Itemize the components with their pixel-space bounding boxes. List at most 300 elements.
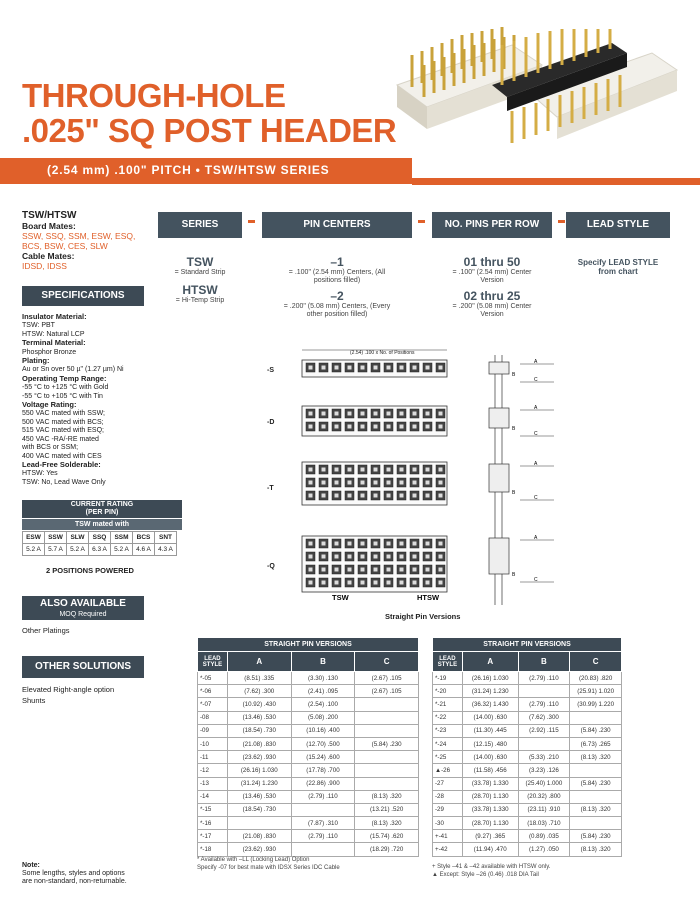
- dimension-cell: (17.78) .700: [291, 764, 355, 777]
- pin-center: [374, 366, 378, 370]
- dimension-cell: [570, 790, 622, 803]
- pin-center: [439, 481, 443, 485]
- pin-center: [335, 555, 339, 559]
- dimension-cell: (26.16) 1.030: [227, 764, 291, 777]
- pin-center: [439, 581, 443, 585]
- pins-per-row-option-1[interactable]: 01 thru 50: [463, 255, 521, 269]
- table-row: [198, 764, 419, 777]
- lead-style-cell: *-22: [433, 711, 463, 724]
- dimension-cell: (30.99) 1.220: [570, 698, 622, 711]
- pin-center: [361, 468, 365, 472]
- dimension-cell: (18.29) .720: [355, 843, 419, 856]
- page-title-line1: THROUGH-HOLE: [22, 77, 286, 114]
- pin-center: [348, 581, 352, 585]
- table-row: [198, 777, 419, 790]
- pin-center: [309, 366, 313, 370]
- spec-label: Insulator Material:: [22, 312, 87, 321]
- table-row: [433, 698, 622, 711]
- pin-center: [335, 468, 339, 472]
- spec-line: [22, 436, 172, 444]
- row-label-q: -Q: [267, 563, 275, 570]
- pin-center: [361, 581, 365, 585]
- row-label-s: -S: [267, 367, 274, 374]
- pin-center: [322, 412, 326, 416]
- dimension-cell: (2.79) .110: [291, 790, 355, 803]
- dimension-cell: [227, 817, 291, 830]
- pin-center: [348, 542, 352, 546]
- pin-configuration-diagram: [262, 340, 562, 610]
- dimension-cell: (25.40) 1.000: [518, 777, 570, 790]
- dimension-cell: (3.30) .130: [291, 672, 355, 685]
- cable-mates-label: Cable Mates:: [22, 251, 75, 261]
- dimension-cell: [518, 737, 570, 750]
- pin-center: [374, 581, 378, 585]
- dimension-cell: (11.94) .470: [462, 843, 518, 856]
- dimension-cell: (14.00) .630: [462, 711, 518, 724]
- dimension-cell: (13.46) .530: [227, 790, 291, 803]
- right-table-note-2: ▲ Except: Style –26 (0.46) .018 DIA Tail: [432, 872, 539, 878]
- pin-center: [387, 494, 391, 498]
- lead-style-cell: *-19: [433, 672, 463, 685]
- lead-style-cell: *-23: [433, 724, 463, 737]
- pin-centers-option-2-desc: = .200" (5.08 mm) Centers, (Every other position filled): [283, 303, 391, 318]
- pin-center: [348, 425, 352, 429]
- lead-style-cell: *-20: [433, 685, 463, 698]
- board-mates-list[interactable]: SSW, SSQ, SSM, ESW, ESQ, BCS, BSW, CES, SLW: [22, 231, 136, 251]
- pin-center: [387, 412, 391, 416]
- table-row: [198, 698, 419, 711]
- dimension-cell: (7.62) .300: [227, 685, 291, 698]
- other-solutions-list: [22, 684, 114, 706]
- dimension-cell: (5.84) .230: [570, 830, 622, 843]
- current-rating-mate-header: SLW: [67, 532, 89, 544]
- dimension-cell: (15.24) .600: [291, 751, 355, 764]
- column-header: LEAD STYLE: [198, 652, 228, 672]
- table-row: [198, 830, 419, 843]
- pin-center: [426, 366, 430, 370]
- pin-center: [322, 468, 326, 472]
- dimension-cell: (13.46) .530: [227, 711, 291, 724]
- spec-value: 500 VAC mated with BCS;: [22, 418, 104, 426]
- pin-center: [309, 412, 313, 416]
- side-view-insulator: [489, 408, 509, 428]
- straight-pin-table-right: [432, 637, 622, 857]
- dimension-cell: (23.62) .930: [227, 751, 291, 764]
- dimension-cell: (12.15) .480: [462, 737, 518, 750]
- dimension-letter: A: [534, 359, 538, 365]
- lead-style-cell: *-24: [433, 737, 463, 750]
- lead-style-cell: +-41: [433, 830, 463, 843]
- pin-center: [439, 494, 443, 498]
- pin-center: [335, 542, 339, 546]
- pin-center: [387, 581, 391, 585]
- diagram-caption: Straight Pin Versions: [385, 612, 461, 621]
- board-mates-label: Board Mates:: [22, 221, 76, 231]
- spec-value: -55 °C to +105 °C with Tin: [22, 392, 103, 400]
- pin-center: [322, 425, 326, 429]
- pin-center: [309, 581, 313, 585]
- series-options: [158, 255, 242, 305]
- spec-value: 400 VAC mated with CES: [22, 452, 102, 460]
- footnote-label: Note:: [22, 862, 40, 869]
- lead-style-cell: *-25: [433, 751, 463, 764]
- spec-value: -55 °C to +125 °C with Gold: [22, 384, 109, 392]
- pin-center: [309, 425, 313, 429]
- dimension-cell: (18.54) .730: [227, 803, 291, 816]
- side-view-insulator: [489, 538, 509, 574]
- spec-line: [22, 357, 172, 366]
- lead-style-cell: *-15: [198, 803, 228, 816]
- dimension-cell: [355, 751, 419, 764]
- series-option-tsw[interactable]: TSW: [186, 255, 214, 269]
- also-available-items: Other Platings: [22, 626, 70, 635]
- pin-center: [309, 568, 313, 572]
- current-rating-mate-header: SSM: [111, 532, 133, 544]
- table-row: [433, 790, 622, 803]
- pin-center: [309, 481, 313, 485]
- dimension-cell: (5.84) .230: [355, 737, 419, 750]
- lead-style-cell: ▲-26: [433, 764, 463, 777]
- tsw-mated-with-label: TSW mated with: [22, 519, 182, 530]
- pin-center: [439, 425, 443, 429]
- dimension-cell: (33.78) 1.330: [462, 803, 518, 816]
- dimension-cell: (28.70) 1.130: [462, 817, 518, 830]
- dimension-cell: (2.79) .110: [518, 698, 570, 711]
- dimension-letter: B: [512, 372, 516, 378]
- dimension-cell: (5.84) .230: [570, 777, 622, 790]
- row-label-t: -T: [267, 485, 274, 492]
- column-header: A: [462, 652, 518, 672]
- dimension-cell: (11.30) .445: [462, 724, 518, 737]
- table-title: STRAIGHT PIN VERSIONS: [433, 638, 622, 652]
- current-rating-table: [22, 531, 177, 556]
- table-row: [198, 711, 419, 724]
- pin-center: [322, 542, 326, 546]
- spec-line: [22, 410, 172, 418]
- row-label-d: -D: [267, 419, 275, 426]
- pin-center: [439, 366, 443, 370]
- pin-center: [400, 494, 404, 498]
- footnote: [22, 862, 132, 886]
- pin-center: [400, 425, 404, 429]
- spec-line: [22, 479, 172, 487]
- htsw-label: HTSW: [417, 593, 440, 602]
- other-solution-item[interactable]: Shunts: [22, 696, 46, 705]
- table-row: [433, 817, 622, 830]
- pin-center: [335, 494, 339, 498]
- pin-center: [387, 568, 391, 572]
- pin-center: [335, 412, 339, 416]
- dimension-cell: (5.33) .210: [518, 751, 570, 764]
- table-row: [198, 685, 419, 698]
- dimension-letter: A: [534, 461, 538, 467]
- pin-center: [400, 581, 404, 585]
- spec-value: TSW: No, Lead Wave Only: [22, 478, 106, 486]
- pin-center: [335, 425, 339, 429]
- pin-center: [374, 412, 378, 416]
- dimension-cell: (5.08) .200: [291, 711, 355, 724]
- dimension-cell: (8.13) .320: [355, 790, 419, 803]
- left-table-note-2: Specify -07 for best mate with IDSX Series IDC Cable: [197, 865, 340, 871]
- lead-style-cell: -29: [433, 803, 463, 816]
- dimension-cell: (25.91) 1.020: [570, 685, 622, 698]
- series-option-htsw[interactable]: HTSW: [182, 283, 218, 297]
- pin-center: [413, 481, 417, 485]
- current-rating-value: 4.6 A: [133, 544, 155, 556]
- series-option-tsw-desc: = Standard Strip: [174, 269, 226, 276]
- pin-center: [439, 412, 443, 416]
- dimension-cell: (7.87) .310: [291, 817, 355, 830]
- pin-center: [374, 555, 378, 559]
- current-rating-mate-header: SNT: [155, 532, 177, 544]
- pins-per-row-option-1-desc: = .100" (2.54 mm) Center Version: [452, 269, 532, 284]
- pin-center: [400, 568, 404, 572]
- header-product-image: [392, 25, 682, 180]
- page-title-line2: .025" SQ POST HEADER: [22, 112, 397, 149]
- table-row: [198, 672, 419, 685]
- dimension-cell: (13.21) .520: [355, 803, 419, 816]
- positions-powered-note: 2 POSITIONS POWERED: [46, 566, 134, 575]
- dimension-letter: C: [534, 577, 538, 583]
- current-rating-value: 6.3 A: [89, 544, 111, 556]
- pin-center: [374, 425, 378, 429]
- table-row: [433, 843, 622, 856]
- pin-center: [413, 555, 417, 559]
- dimension-cell: (20.32) .800: [518, 790, 570, 803]
- current-rating-mate-header: SSW: [45, 532, 67, 544]
- pin-center: [322, 366, 326, 370]
- table-row: [198, 817, 419, 830]
- dimension-cell: (36.32) 1.430: [462, 698, 518, 711]
- spec-line: [22, 470, 172, 478]
- also-available-heading: [22, 596, 144, 620]
- current-rating-value: 5.7 A: [45, 544, 67, 556]
- pin-center: [426, 425, 430, 429]
- other-solutions-heading: OTHER SOLUTIONS: [22, 656, 144, 678]
- dimension-letter: A: [534, 405, 538, 411]
- dimension-cell: (26.16) 1.030: [462, 672, 518, 685]
- current-rating-mate-header: BCS: [133, 532, 155, 544]
- lead-style-cell: -27: [433, 777, 463, 790]
- dimension-cell: (2.79) .110: [518, 672, 570, 685]
- dimension-letter: C: [534, 377, 538, 383]
- lead-style-cell: *-17: [198, 830, 228, 843]
- footnote-text: Some lengths, styles and options are non-standard, non-returnable.: [22, 870, 127, 885]
- column-header: A: [227, 652, 291, 672]
- table-row: [198, 843, 419, 856]
- pin-center: [309, 542, 313, 546]
- current-rating-mate-header: SSQ: [89, 532, 111, 544]
- spec-line: [22, 419, 172, 427]
- current-rating-value: 5.2 A: [67, 544, 89, 556]
- spec-value: HTSW: Natural LCP: [22, 330, 85, 338]
- dimension-letter: B: [512, 572, 516, 578]
- positions-dimension-label: (2.54) .100 x No. of Positions: [350, 350, 415, 356]
- pin-center: [374, 468, 378, 472]
- spec-value: Phosphor Bronze: [22, 348, 77, 356]
- dimension-cell: [355, 724, 419, 737]
- lead-style-instruction: Specify LEAD STYLE from chart: [577, 258, 659, 276]
- spec-value: 515 VAC mated with ESQ;: [22, 427, 104, 435]
- pin-center: [361, 555, 365, 559]
- spec-line: [22, 401, 172, 410]
- pin-center: [361, 366, 365, 370]
- dimension-cell: [355, 764, 419, 777]
- lead-style-cell: -13: [198, 777, 228, 790]
- pin-center: [426, 568, 430, 572]
- pin-center: [400, 555, 404, 559]
- column-header: C: [570, 652, 622, 672]
- current-rating-title: CURRENT RATING: [70, 501, 134, 508]
- spec-line: [22, 339, 172, 348]
- pin-center: [374, 568, 378, 572]
- lead-style-cell: *-07: [198, 698, 228, 711]
- right-table-note-1: + Style –41 & –42 available with HTSW only.: [432, 864, 551, 870]
- left-table-notes: [197, 856, 340, 872]
- lead-style-cell: *-21: [433, 698, 463, 711]
- current-rating-mate-header: ESW: [23, 532, 45, 544]
- pin-center: [439, 568, 443, 572]
- selector-dash: [418, 220, 425, 223]
- column-header: LEAD STYLE: [433, 652, 463, 672]
- pin-center: [374, 481, 378, 485]
- dimension-cell: (23.62) .930: [227, 843, 291, 856]
- dimension-cell: (18.54) .730: [227, 724, 291, 737]
- spec-line: [22, 444, 172, 452]
- current-rating-subtitle: (PER PIN): [85, 509, 119, 516]
- dimension-cell: (18.03) .710: [518, 817, 570, 830]
- dimension-cell: (14.00) .630: [462, 751, 518, 764]
- dimension-cell: (8.13) .320: [570, 803, 622, 816]
- dimension-cell: (33.78) 1.330: [462, 777, 518, 790]
- table-row: [433, 724, 622, 737]
- pin-center: [413, 412, 417, 416]
- dimension-cell: (31.24) 1.230: [462, 685, 518, 698]
- pin-center: [426, 581, 430, 585]
- dimension-cell: [570, 711, 622, 724]
- pin-center: [387, 555, 391, 559]
- table-row: [433, 777, 622, 790]
- dimension-cell: (31.24) 1.230: [227, 777, 291, 790]
- spec-value: 550 VAC mated with SSW;: [22, 410, 105, 418]
- pin-center: [426, 494, 430, 498]
- column-header: C: [355, 652, 419, 672]
- pin-center: [348, 555, 352, 559]
- dimension-cell: (2.41) .095: [291, 685, 355, 698]
- pin-center: [413, 366, 417, 370]
- pin-center: [335, 481, 339, 485]
- pin-center: [439, 468, 443, 472]
- pin-center: [374, 494, 378, 498]
- table-row: [433, 737, 622, 750]
- dimension-cell: (10.92) .430: [227, 698, 291, 711]
- table-row: [433, 803, 622, 816]
- pin-center: [348, 366, 352, 370]
- cable-mates-list[interactable]: IDSD, IDSS: [22, 261, 67, 271]
- spec-line: [22, 427, 172, 435]
- pin-center: [361, 412, 365, 416]
- dimension-letter: C: [534, 495, 538, 501]
- dimension-cell: (23.11) .910: [518, 803, 570, 816]
- dimension-cell: (20.83) .820: [570, 672, 622, 685]
- other-solution-item[interactable]: Elevated Right-angle option: [22, 685, 115, 694]
- pin-center: [387, 366, 391, 370]
- spec-label: Voltage Rating:: [22, 400, 77, 410]
- dimension-cell: (9.27) .365: [462, 830, 518, 843]
- pin-center: [361, 494, 365, 498]
- pin-center: [322, 494, 326, 498]
- dimension-letter: B: [512, 490, 516, 496]
- pin-center: [400, 481, 404, 485]
- dimension-cell: (2.67) .105: [355, 672, 419, 685]
- table-row: [433, 830, 622, 843]
- pin-center: [400, 542, 404, 546]
- pin-center: [309, 494, 313, 498]
- lead-style-cell: -14: [198, 790, 228, 803]
- pins-per-row-option-2[interactable]: 02 thru 25: [463, 289, 521, 303]
- pin-center: [387, 425, 391, 429]
- pin-center: [413, 542, 417, 546]
- pins-per-row-option-2-desc: = .200" (5.08 mm) Center Version: [452, 303, 532, 318]
- series-option-htsw-desc: = Hi-Temp Strip: [175, 297, 225, 304]
- table-row: [433, 685, 622, 698]
- lead-style-cell: -08: [198, 711, 228, 724]
- table-row: [433, 672, 622, 685]
- dimension-cell: (8.13) .320: [570, 843, 622, 856]
- pin-center: [348, 568, 352, 572]
- pin-center: [348, 494, 352, 498]
- table-title: STRAIGHT PIN VERSIONS: [198, 638, 419, 652]
- pin-centers-option-1[interactable]: –1: [330, 255, 344, 269]
- spec-value: Au or Sn over 50 µ" (1.27 µm) Ni: [22, 366, 124, 374]
- side-view-insulator: [489, 464, 509, 492]
- lead-style-cell: +-42: [433, 843, 463, 856]
- column-header: B: [291, 652, 355, 672]
- selector-pins-per-row-box: NO. PINS PER ROW: [432, 212, 552, 238]
- dimension-cell: (2.67) .105: [355, 685, 419, 698]
- dimension-cell: (10.16) .400: [291, 724, 355, 737]
- dimension-cell: (7.62) .300: [518, 711, 570, 724]
- pin-center: [335, 581, 339, 585]
- spec-value: TSW: PBT: [22, 322, 55, 330]
- spec-value: with BCS or SSM;: [22, 444, 79, 452]
- lead-style-cell: -09: [198, 724, 228, 737]
- dimension-cell: (2.79) .110: [291, 830, 355, 843]
- selector-dash: [248, 220, 255, 223]
- dimension-cell: (8.51) .335: [227, 672, 291, 685]
- dimension-cell: [355, 698, 419, 711]
- dimension-cell: [570, 817, 622, 830]
- pin-center: [361, 568, 365, 572]
- specifications-heading: SPECIFICATIONS: [22, 286, 144, 306]
- pin-center: [413, 494, 417, 498]
- spec-line: [22, 322, 172, 330]
- selector-dash: [558, 220, 565, 223]
- pin-center: [387, 468, 391, 472]
- pin-center: [335, 568, 339, 572]
- pin-centers-option-2[interactable]: –2: [330, 289, 344, 303]
- dimension-cell: (2.92) .115: [518, 724, 570, 737]
- selector-series-box: SERIES: [158, 212, 242, 238]
- side-view-insulator: [489, 362, 509, 374]
- current-rating-value: 5.2 A: [111, 544, 133, 556]
- pin-center: [426, 412, 430, 416]
- pin-center: [400, 468, 404, 472]
- table-row: [433, 711, 622, 724]
- pin-centers-option-1-desc: = .100" (2.54 mm) Centers, (All positions filled): [288, 269, 386, 284]
- dimension-cell: (5.84) .230: [570, 724, 622, 737]
- spec-line: [22, 313, 172, 322]
